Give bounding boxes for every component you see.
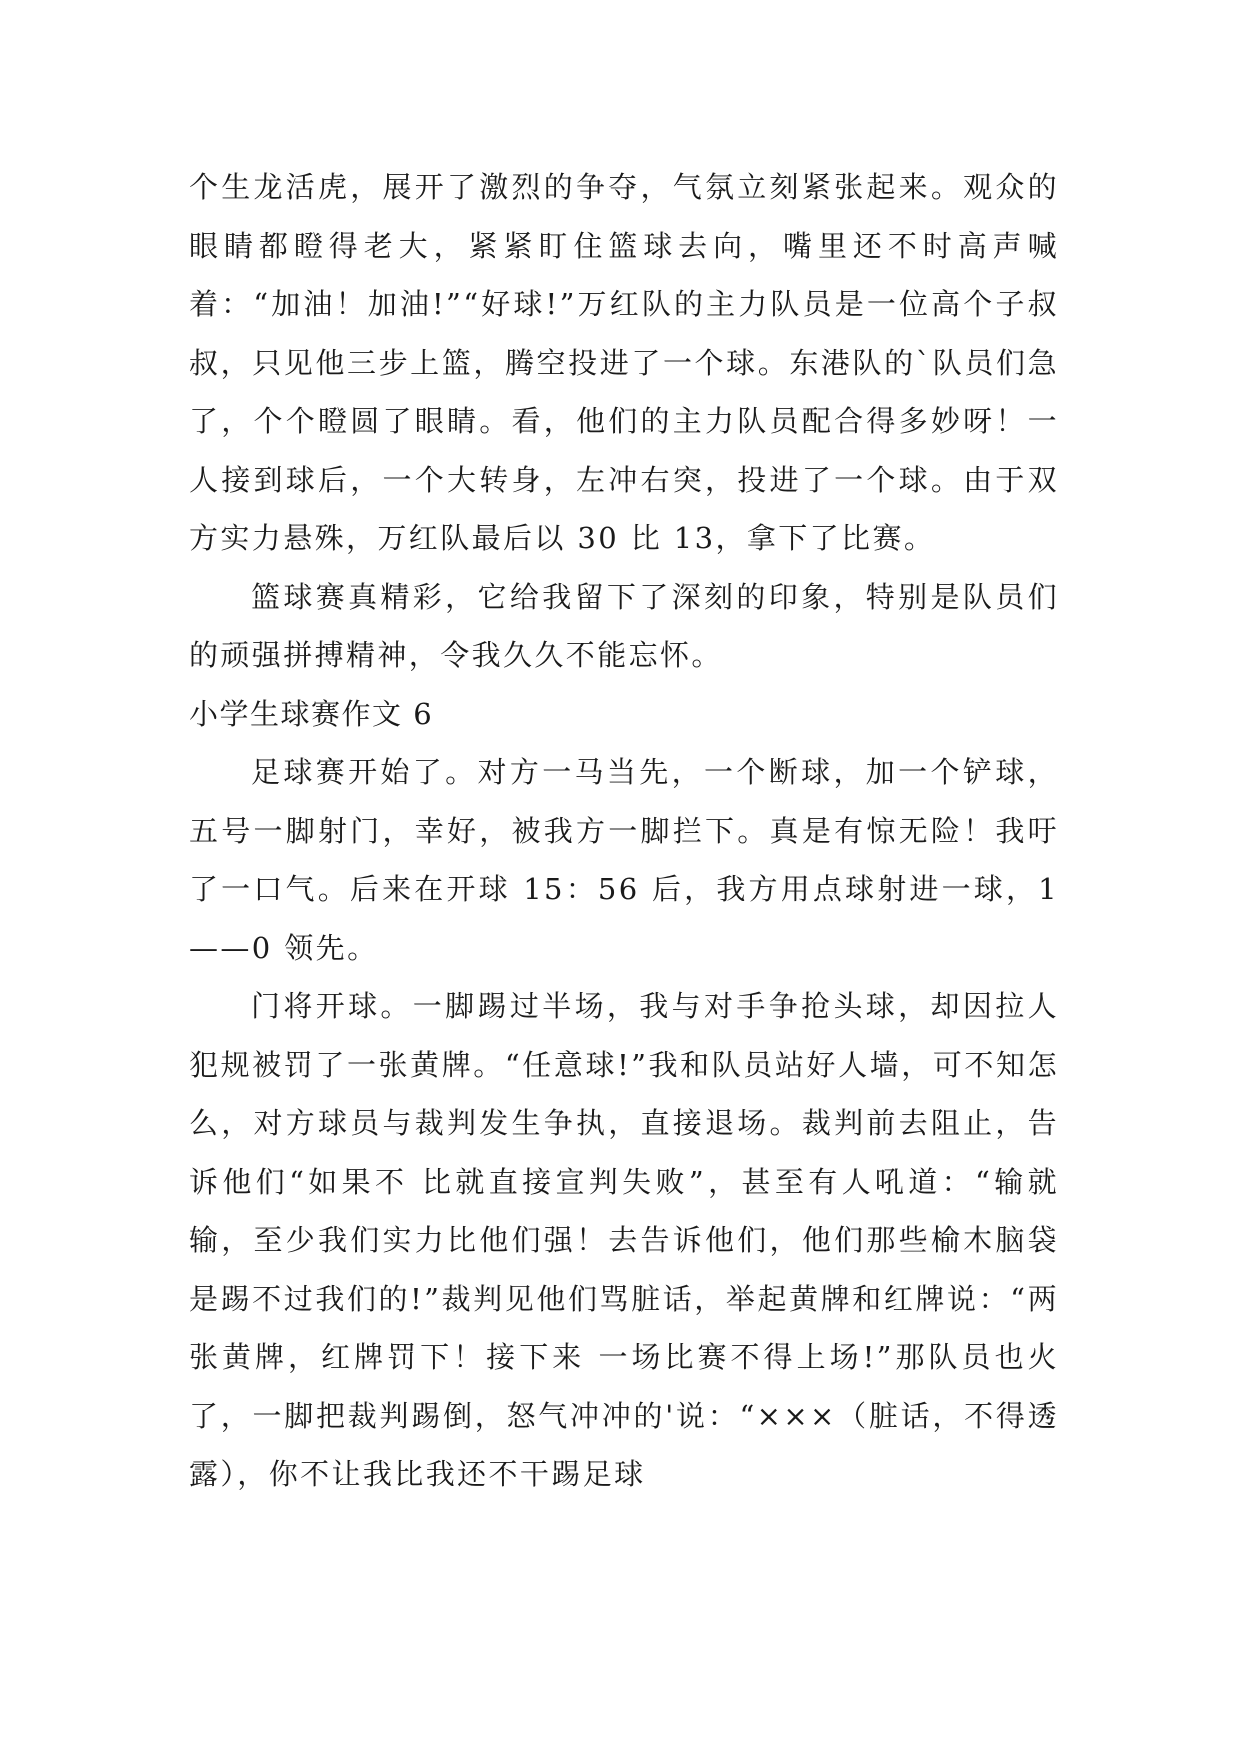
paragraph-3: 足球赛开始了。对方一马当先，一个断球，加一个铲球，五号一脚射门，幸好，被我方一脚拦下。真是有惊无险！我吁了一口气。后来在开球 15：56 后，我方用点球射进一球，1——0 领先。 bbox=[189, 755, 1059, 965]
paragraph-4: 门将开球。一脚踢过半场，我与对手争抢头球，却因拉人犯规被罚了一张黄牌。“任意球!”我和队员站好人墙，可不知怎么，对方球员与裁判发生争执，直接退场。裁判前去阻止，告诉他们“如果不 比就直接宣判失败”，甚至有人吼道：“输就输，至少我们实力比他们强！去告诉他们，他们那些榆木脑袋是踢不过我们的!”裁判见他们骂脏话，举起黄牌和红牌说：“两张黄牌，红牌罚下！接下来 一场比赛不得上场!”那队员也火了，一脚把裁判踢倒，怒气冲冲的'说：“×××（脏话，不得透露），你不让我比我还不干踢足球 bbox=[189, 989, 1059, 1491]
section-heading: 小学生球赛作文 6 bbox=[189, 696, 434, 731]
document-body bbox=[189, 158, 1059, 1504]
paragraph-1: 个生龙活虎，展开了激烈的争夺，气氛立刻紧张起来。观众的眼睛都瞪得老大，紧紧盯住篮球去向，嘴里还不时高声喊着：“加油！加油!”“好球!”万红队的主力队员是一位高个子叔叔，只见他三步上篮，腾空投进了一个球。东港队的`队员们急了，个个瞪圆了眼睛。看，他们的主力队员配合得多妙呀！一人接到球后，一个大转身，左冲右突，投进了一个球。由于双方实力悬殊，万红队最后以 30 比 13，拿下了比赛。 bbox=[189, 170, 1059, 555]
paragraph-2: 篮球赛真精彩，它给我留下了深刻的印象，特别是队员们的顽强拼搏精神，令我久久不能忘怀。 bbox=[189, 579, 1059, 672]
